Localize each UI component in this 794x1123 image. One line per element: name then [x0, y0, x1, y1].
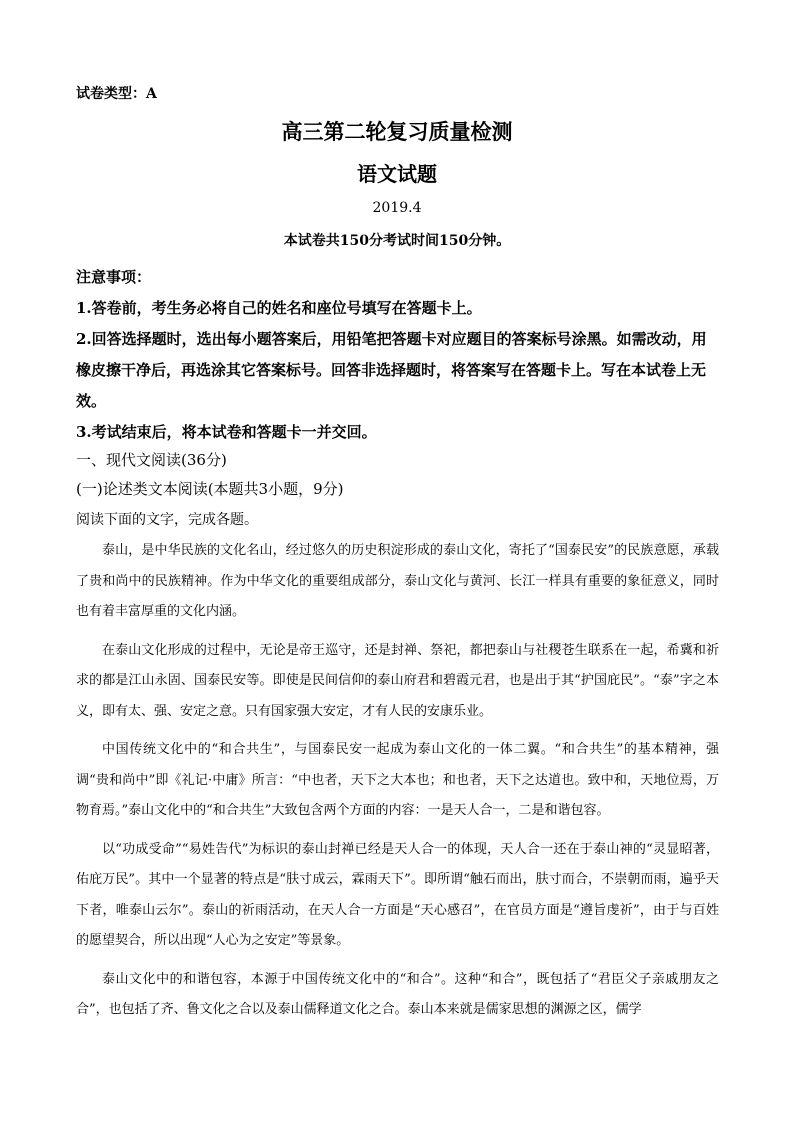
subject-title: 语文试题	[357, 162, 437, 186]
passage-paragraph: 以“功成受命”“易姓告代”为标识的泰山封禅已经是天人合一的体现，天人合一还在于泰山神的“灵显昭著，佑庇万民”。其中一个显著的特点是“肤寸成云，霖雨天下”。即所谓“触石而出，肤寸而合，不崇朝而雨，遍乎天下者，唯泰山云尔”。泰山的祈雨活动，在天人合一方面是“天心感召”，在官员方面是“遵旨虔祈”，由于与百姓的愿望契合，所以出现“人心为之安定”等景象。	[76, 841, 719, 948]
notes-item-2: 2.回答选择题时，选出每小题答案后，用铅笔把答题卡对应题目的答案标号涂黑。如需改动，用橡皮擦干净后，再选涂其它答案标号。回答非选择题时，将答案写在答题卡上。写在本试卷上无效。	[76, 330, 707, 410]
subsection-title: (一)论述类文本阅读(本题共3小题，9分)	[76, 480, 344, 498]
notes-item-1: 1.答卷前，考生务必将自己的姓名和座位号填写在答题卡上。	[76, 299, 482, 317]
passage-paragraph: 泰山，是中华民族的文化名山，经过悠久的历史积淀形成的泰山文化，寄托了“国泰民安”的民族意愿，承载了贵和尚中的民族精神。作为中华文化的重要组成部分，泰山文化与黄河、长江一样具有重要的象征意义，同时也有着丰富厚重的文化内涵。	[76, 543, 719, 619]
passage-paragraph: 泰山文化中的和谐包容，本源于中国传统文化中的“和合”。这种“和合”，既包括了“君臣父子亲戚朋友之合”，也包括了齐、鲁文化之合以及泰山儒释道文化之合。泰山本来就是儒家思想的渊源之区，儒学	[76, 971, 719, 1017]
section-title: 一、现代文阅读(36分)	[76, 451, 227, 469]
score-info: 本试卷共150分考试时间150分钟。	[283, 233, 511, 249]
exam-title: 高三第二轮复习质量检测	[281, 119, 513, 144]
reading-passage	[76, 536, 719, 1034]
passage-paragraph: 中国传统文化中的“和合共生”，与国泰民安一起成为泰山文化的一体二翼。“和合共生”的基本精神，强调“贵和尚中”即《礼记·中庸》所言：“中也者，天下之大本也；和也者，天下之达道也。致中和，天地位焉，万物育焉。”泰山文化中的“和合共生”大致包含两个方面的内容：一是天人合一，二是和谐包容。	[76, 742, 719, 818]
exam-type-label: 试卷类型：A	[76, 86, 157, 102]
reading-instruction: 阅读下面的文字，完成各题。	[76, 512, 258, 528]
passage-paragraph: 在泰山文化形成的过程中，无论是帝王巡守，还是封禅、祭祀，都把泰山与社稷苍生联系在一起，希冀和祈求的都是江山永固、国泰民安等。即使是民间信仰的泰山府君和碧霞元君，也是出于其“护国庇民”。“泰”字之本义，即有太、强、安定之意。只有国家强大安定，才有人民的安康乐业。	[76, 642, 719, 719]
notes-block	[76, 262, 721, 448]
notes-heading: 注意事项：	[76, 268, 152, 286]
exam-date: 2019.4	[372, 200, 422, 216]
notes-item-3: 3.考试结束后，将本试卷和答题卡一并交回。	[76, 423, 377, 441]
